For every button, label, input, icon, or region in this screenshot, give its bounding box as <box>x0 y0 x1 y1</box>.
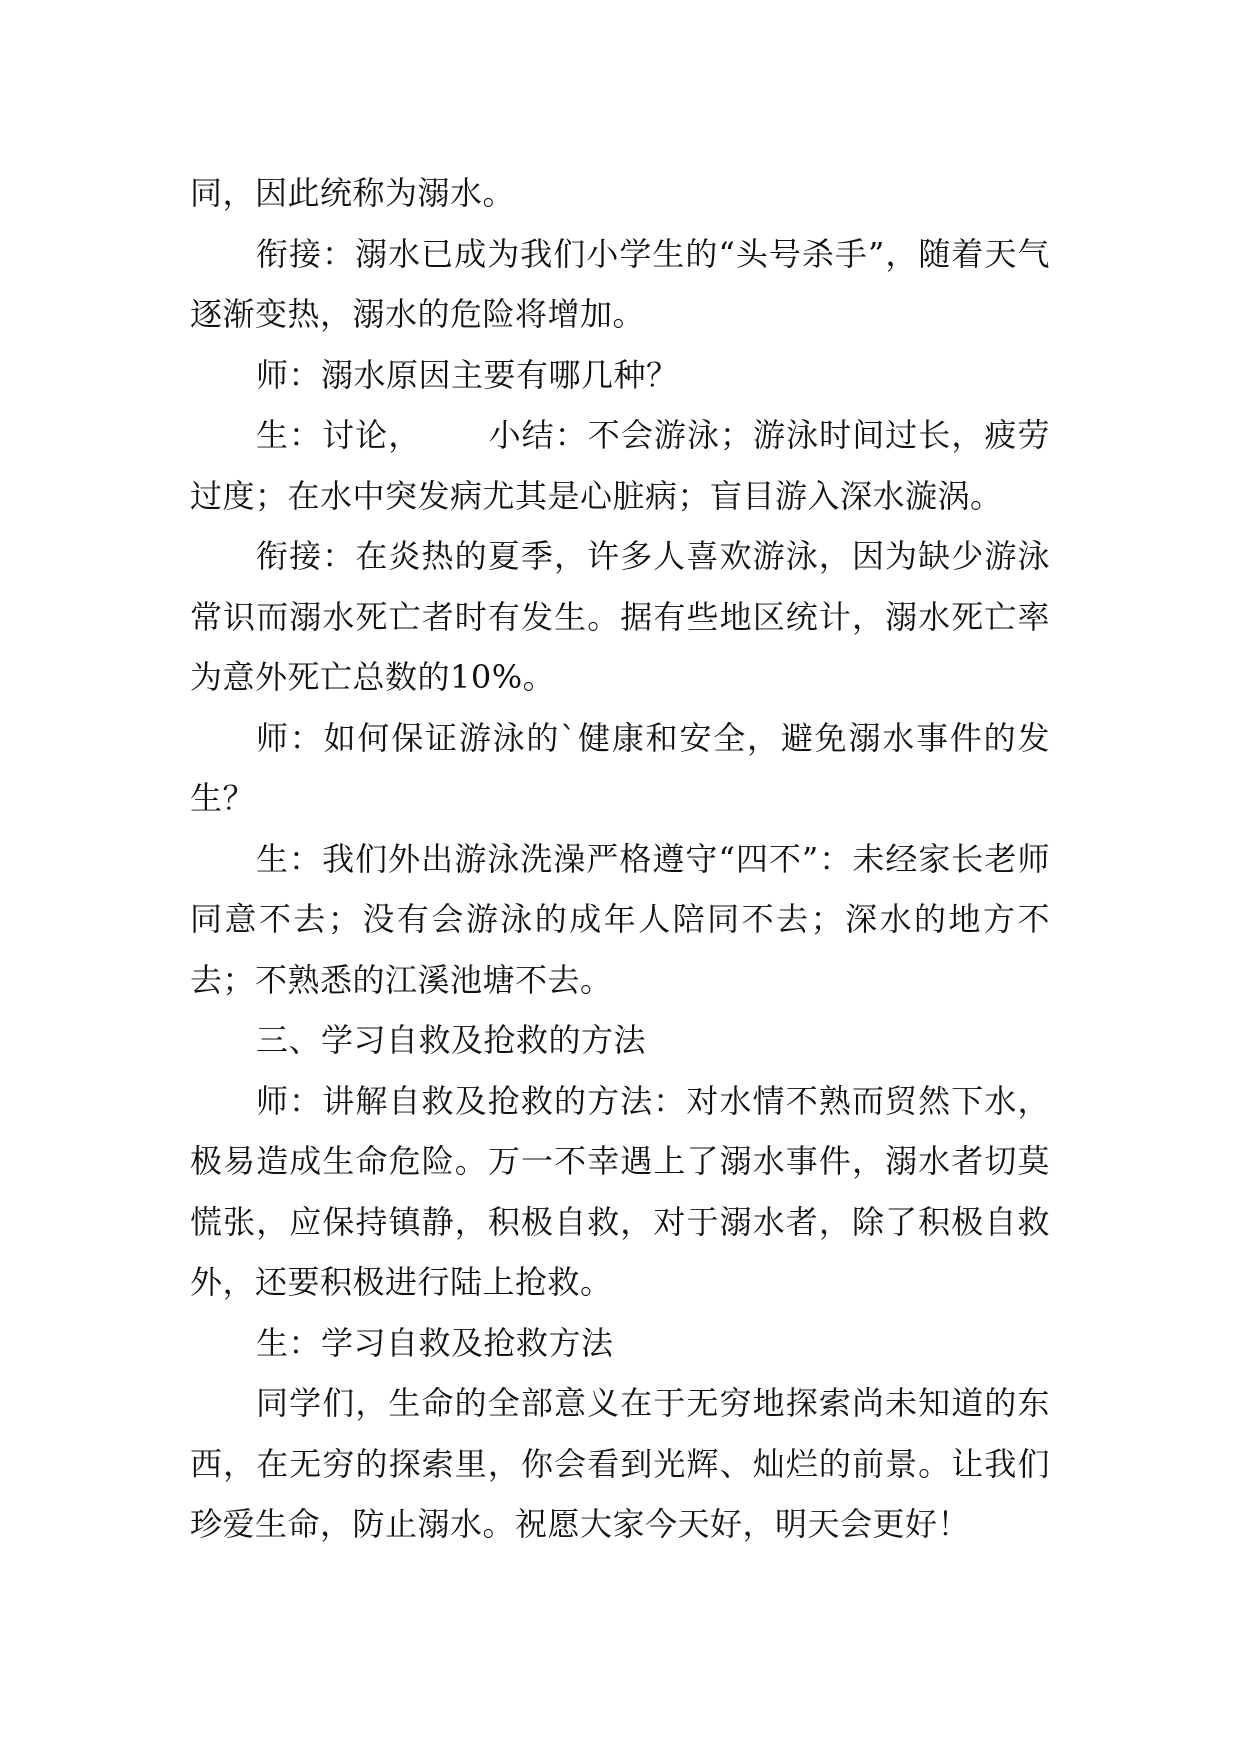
paragraph-transition-1: 衔接：溺水已成为我们小学生的“头号杀手”，随着天气逐渐变热，溺水的危险将增加。 <box>190 234 1050 333</box>
paragraph-teacher-question-1: 师：溺水原因主要有哪几种？ <box>256 355 679 394</box>
document-body <box>190 163 1050 1555</box>
paragraph-student-rules: 生：我们外出游泳洗澡严格遵守“四不”：未经家长老师同意不去；没有会游泳的成年人陪同不去；深水的地方不去；不熟悉的江溪池塘不去。 <box>190 839 1050 999</box>
paragraph-student-learning: 生：学习自救及抢救方法 <box>256 1323 614 1362</box>
paragraph-teacher-explanation: 师：讲解自救及抢救的方法：对水情不熟而贸然下水，极易造成生命危险。万一不幸遇上了溺水事件，溺水者切莫慌张，应保持镇静，积极自救，对于溺水者，除了积极自救外，还要积极进行陆上抢救。 <box>190 1081 1050 1301</box>
section-heading-self-rescue: 三、学习自救及抢救的方法 <box>256 1021 647 1059</box>
paragraph-continuation: 同，因此统称为溺水。 <box>190 174 516 212</box>
paragraph-transition-2: 衔接：在炎热的夏季，许多人喜欢游泳，因为缺少游泳常识而溺水死亡者时有发生。据有些地区统计，溺水死亡率为意外死亡总数的10%。 <box>190 537 1050 696</box>
paragraph-closing: 同学们，生命的全部意义在于无穷地探索尚未知道的东西，在无穷的探索里，你会看到光辉、灿烂的前景。让我们珍爱生命，防止溺水。祝愿大家今天好，明天会更好！ <box>190 1384 1050 1543</box>
paragraph-teacher-question-2: 师：如何保证游泳的`健康和安全，避免溺水事件的发生？ <box>190 718 1050 817</box>
paragraph-student-discussion: 生：讨论， 小结：不会游泳；游泳时间过长，疲劳过度；在水中突发病尤其是心脏病；盲目游入深水漩涡。 <box>190 416 1050 515</box>
